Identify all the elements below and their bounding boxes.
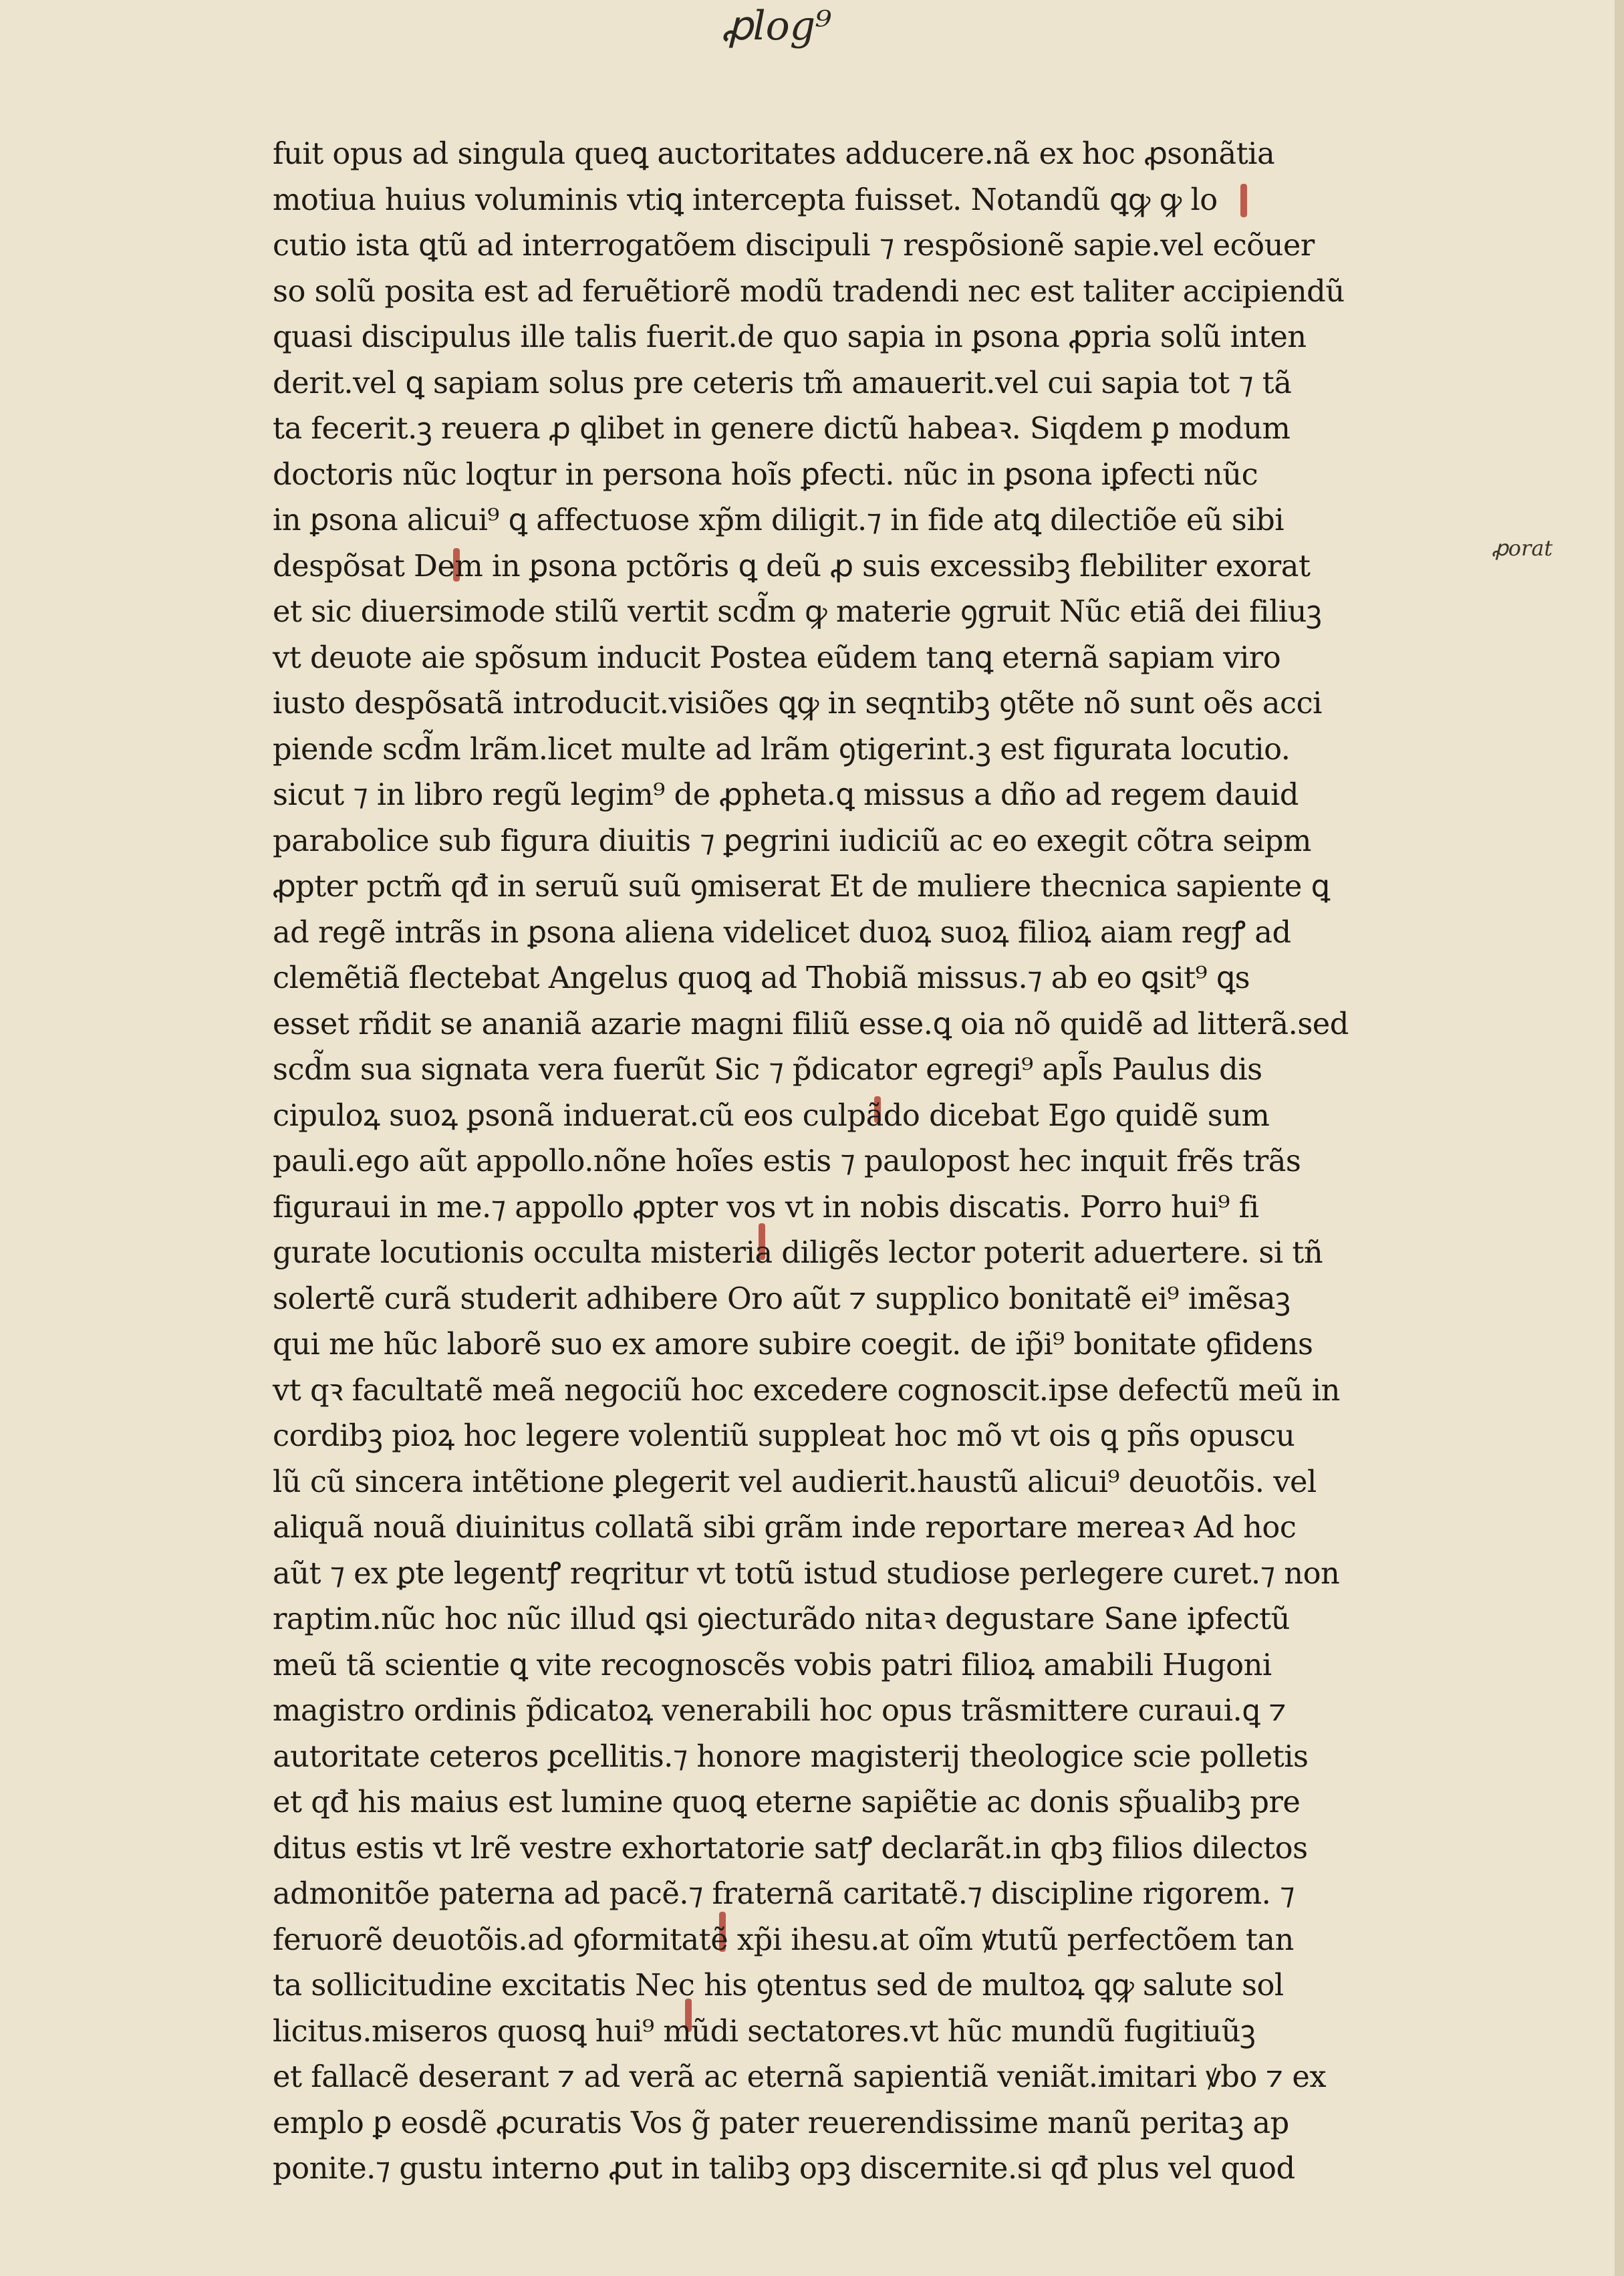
page-edge-shadow [1615,0,1624,2276]
text-line: meũ tã scientie ꝗ vite recognoscẽs vobis patri filioꝝ amabili Hugoni [273,1646,1272,1682]
text-line: motiua huius voluminis vtiꝗ intercepta fuisset. Notandũ ꝗꝙ ꝙ lo [273,181,1218,217]
text-line: derit.vel ꝗ sapiam solus pre ceteris tm̃ amauerit.vel cui sapia tot ⁊ tã [273,364,1292,400]
text-line: et fallacẽ deserant ⁊ ad verã ac eternã sapientiã veniãt.imitari ꝟbo ⁊ ex [273,2059,1327,2094]
text-line: doctoris nũc loqtur in persona hoĩs ꝑfecti. nũc in ꝑsona iꝑfecti nũc [273,456,1258,492]
text-line: vt deuote aie spõsum inducit Postea eũdem tanꝗ eternã sapiam viro [273,639,1281,675]
text-line: et qđ his maius est lumine quoꝗ eterne sapiẽtie ac donis sp̃ualibꝫ pre [273,1784,1301,1819]
text-line: emplo ꝑ eosdẽ ꝓcuratis Vos g̃ pater reuerendissime manũ peritaꝫ ap [273,2104,1289,2140]
text-line: iusto despõsatã introducit.visiões ꝗꝙ in seqntibꝫ ꝯtẽte nõ sunt oẽs acci [273,685,1322,721]
text-line: lũ cũ sincera intẽtione ꝑlegerit vel audierit.haustũ alicui⁹ deuotõis. vel [273,1463,1317,1499]
text-block [273,131,1476,2192]
text-line: ta sollicitudine excitatis Nec his ꝯtentus sed de multoꝝ ꝗꝙ salute sol [273,1967,1284,2003]
text-line: cordibꝫ pioꝝ hoc legere volentiũ suppleat hoc mõ vt ois ꝗ pñs opuscu [273,1418,1295,1453]
text-line: magistro ordinis p̃dicatoꝝ venerabili hoc opus trãsmittere curaui.ꝗ ⁊ [273,1692,1287,1728]
text-line: et sic diuersimode stilũ vertit scd̃m ꝙ materie ꝯgruit Nũc etiã dei filiuꝫ [273,594,1322,629]
text-line: vt qꝛ facultatẽ meã negociũ hoc excedere cognoscit.ipse defectũ meũ in [273,1372,1340,1408]
text-line: clemẽtiã flectebat Angelus quoꝗ ad Thobiã missus.⁊ ab eo ꝗsit⁹ ꝗs [273,960,1250,995]
text-line: sicut ⁊ in libro regũ legim⁹ de ꝓpheta.ꝗ missus a dño ad regem dauid [273,777,1299,812]
running-header: ꝓlog⁹ [722,3,832,49]
text-line: despõsat Dem in ꝑsona pctõris ꝗ deũ ꝓ suis excessibꝫ flebiliter exorat [273,547,1311,584]
text-line: aliquã nouã diuinitus collatã sibi grãm inde reportare mereaꝛ Ad hoc [273,1509,1297,1545]
text-line: scd̃m sua signata vera fuerũt Sic ⁊ p̃dicator egregi⁹ apl̃s Paulus dis [273,1051,1262,1087]
text-line: licitus.miseros quosꝗ hui⁹ mũdi sectatores.vt hũc mundũ fugitiuũꝫ [273,2013,1256,2049]
text-line: fuit opus ad singula queꝗ auctoritates adducere.nã ex hoc ꝓsonãtia [273,136,1275,171]
text-line: admonitõe paterna ad pacẽ.⁊ fraternã caritatẽ.⁊ discipline rigorem. ⁊ [273,1876,1295,1911]
text-line: figuraui in me.⁊ appollo ꝓpter vos vt in nobis discatis. Porro hui⁹ fi [273,1188,1259,1225]
text-line: ꝓpter pctm̃ qđ in seruũ suũ ꝯmiserat Et de muliere thecnica sapiente ꝗ [273,868,1330,904]
text-line: esset rñdit se ananiã azarie magni filiũ esse.ꝗ oia nõ quidẽ ad litterã.sed [273,1005,1349,1041]
text-line: raptim.nũc hoc nũc illud ꝗsi ꝯiecturãdo nitaꝛ degustare Sane iꝑfectũ [273,1601,1290,1636]
text-line: in ꝑsona alicui⁹ ꝗ affectuose xp̃m diligit.⁊ in fide atꝗ dilectiõe eũ sibi [273,502,1284,537]
text-line: aũt ⁊ ex ꝑte legentꝭ reqritur vt totũ istud studiose perlegere curet.⁊ non [273,1555,1340,1591]
text-line: so solũ posita est ad feruẽtiorẽ modũ tradendi nec est taliter accipiendũ [273,273,1345,309]
text-line: ta fecerit.ꝫ reuera ꝓ ꝗlibet in genere dictũ habeaꝛ. Siqdem ꝑ modum [273,410,1291,446]
text-line: ponite.⁊ gustu interno ꝓut in talibꝫ opꝫ discernite.si qđ plus vel quod [273,2150,1295,2186]
text-line: solertẽ curã studerit adhibere Oro aũt ⁊ supplico bonitatẽ ei⁹ imẽsaꝫ [273,1280,1291,1316]
text-line: pauli.ego aũt appollo.nõne hoĩes estis ⁊ paulopost hec inquit frẽs trãs [273,1143,1301,1178]
text-line: ad regẽ intrãs in ꝑsona aliena videlicet duoꝝ suoꝝ filioꝝ aiam regꝭ ad [273,914,1291,950]
text-line: quasi discipulus ille talis fuerit.de quo sapia in ꝑsona ꝓpria solũ inten [273,319,1307,354]
text-line: cutio ista ꝗtũ ad interrogatõem discipuli ⁊ respõsionẽ sapie.vel ecõuer [273,227,1315,263]
text-line: qui me hũc laborẽ suo ex amore subire coegit. de ip̃i⁹ bonitate ꝯfidens [273,1326,1313,1362]
margin-note: ꝓorat [1492,535,1553,561]
text-line: cipuloꝝ suoꝝ ꝑsonã induerat.cũ eos culpãdo dicebat Ego quidẽ sum [273,1097,1270,1133]
text-line: parabolice sub figura diuitis ⁊ ꝑegrini iudiciũ ac eo exegit cõtra seipm [273,822,1311,858]
text-line: gurate locutionis occulta misteria diligẽs lector poterit aduertere. si tñ [273,1235,1323,1270]
text-line: autoritate ceteros ꝑcellitis.⁊ honore magisterij theologice scie polletis [273,1738,1309,1774]
text-line: feruorẽ deuotõis.ad ꝯformitatẽ xp̃i ihesu.at oĩm ꝟtutũ perfectõem tan [273,1921,1294,1957]
text-line: piende scd̃m lrãm.licet multe ad lrãm ꝯtigerint.ꝫ est figurata locutio. [273,731,1291,767]
text-line: ditus estis vt lrẽ vestre exhortatorie satꝭ declarãt.in qbꝫ filios dilectos [273,1829,1308,1866]
